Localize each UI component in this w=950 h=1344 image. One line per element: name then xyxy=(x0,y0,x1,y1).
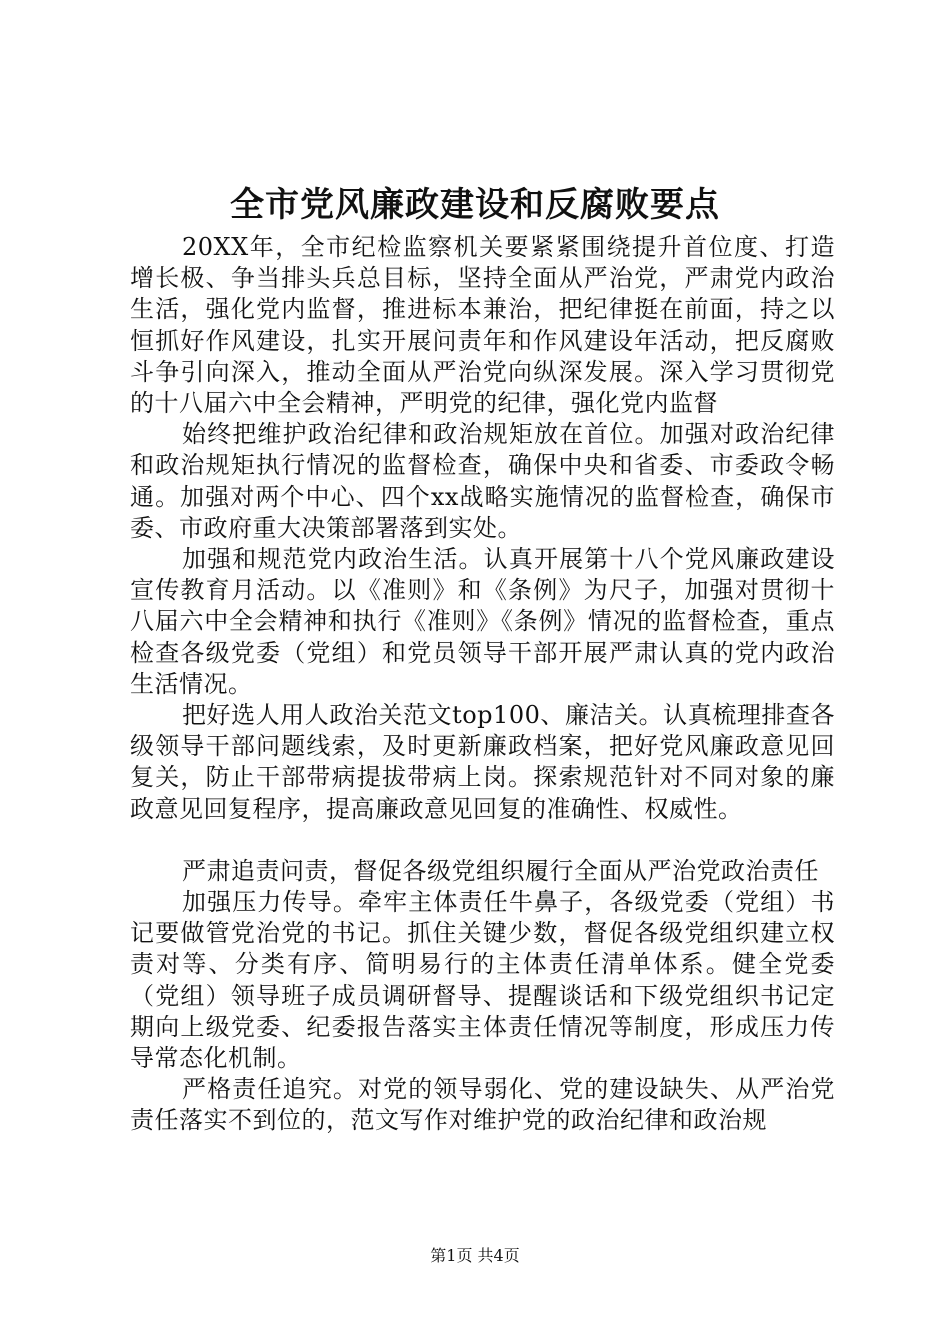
paragraph-responsibility-investigation: 严格责任追究。对党的领导弱化、党的建设缺失、从严治党责任落实不到位的，范文写作对维护党的政治纪律和政治规 xyxy=(130,1075,835,1135)
paragraph-intro: 20XX年，全市纪检监察机关要紧紧围绕提升首位度、打造增长极、争当排头兵总目标，坚持全面从严治党，严肃党内政治生活，强化党内监督，推进标本兼治，把纪律挺在前面，持之以恒抓好作风建设，扎实开展问责年和作风建设年活动，把反腐败斗争引向深入，推动全面从严治党向纵深发展。深入学习贯彻党的十八届六中全会精神，严明党的纪律，强化党内监督 xyxy=(130,233,835,418)
document-title: 全市党风廉政建设和反腐败要点 xyxy=(230,185,720,225)
page-number-footer: 第1页 共4页 xyxy=(430,1246,520,1265)
document-body xyxy=(130,232,835,1137)
section-heading-accountability: 严肃追责问责，督促各级党组织履行全面从严治党政治责任 xyxy=(182,856,819,885)
paragraph-personnel-selection: 把好选人用人政治关范文top100、廉洁关。认真梳理排查各级领导干部问题线索，及时更新廉政档案，把好党风廉政意见回复关，防止干部带病提拔带病上岗。探索规范针对不同对象的廉政意见回复程序，提高廉政意见回复的准确性、权威性。 xyxy=(130,701,835,823)
paragraph-party-life: 加强和规范党内政治生活。认真开展第十八个党风廉政建设宣传教育月活动。以《准则》和《条例》为尺子，加强对贯彻十八届六中全会精神和执行《准则》《条例》情况的监督检查，重点检查各级党委（党组）和党员领导干部开展严肃认真的党内政治生活情况。 xyxy=(130,545,835,698)
paragraph-pressure-transmission: 加强压力传导。牵牢主体责任牛鼻子，各级党委（党组）书记要做管党治党的书记。抓住关键少数，督促各级党组织建立权责对等、分类有序、简明易行的主体责任清单体系。健全党委（党组）领导班子成员调研督导、提醒谈话和下级党组织书记定期向上级党委、纪委报告落实主体责任情况等制度，形成压力传导常态化机制。 xyxy=(130,888,835,1073)
paragraph-political-discipline: 始终把维护政治纪律和政治规矩放在首位。加强对政治纪律和政治规矩执行情况的监督检查，确保中央和省委、市委政令畅通。加强对两个中心、四个xx战略实施情况的监督检查，确保市委、市政府重大决策部署落到实处。 xyxy=(130,420,835,542)
